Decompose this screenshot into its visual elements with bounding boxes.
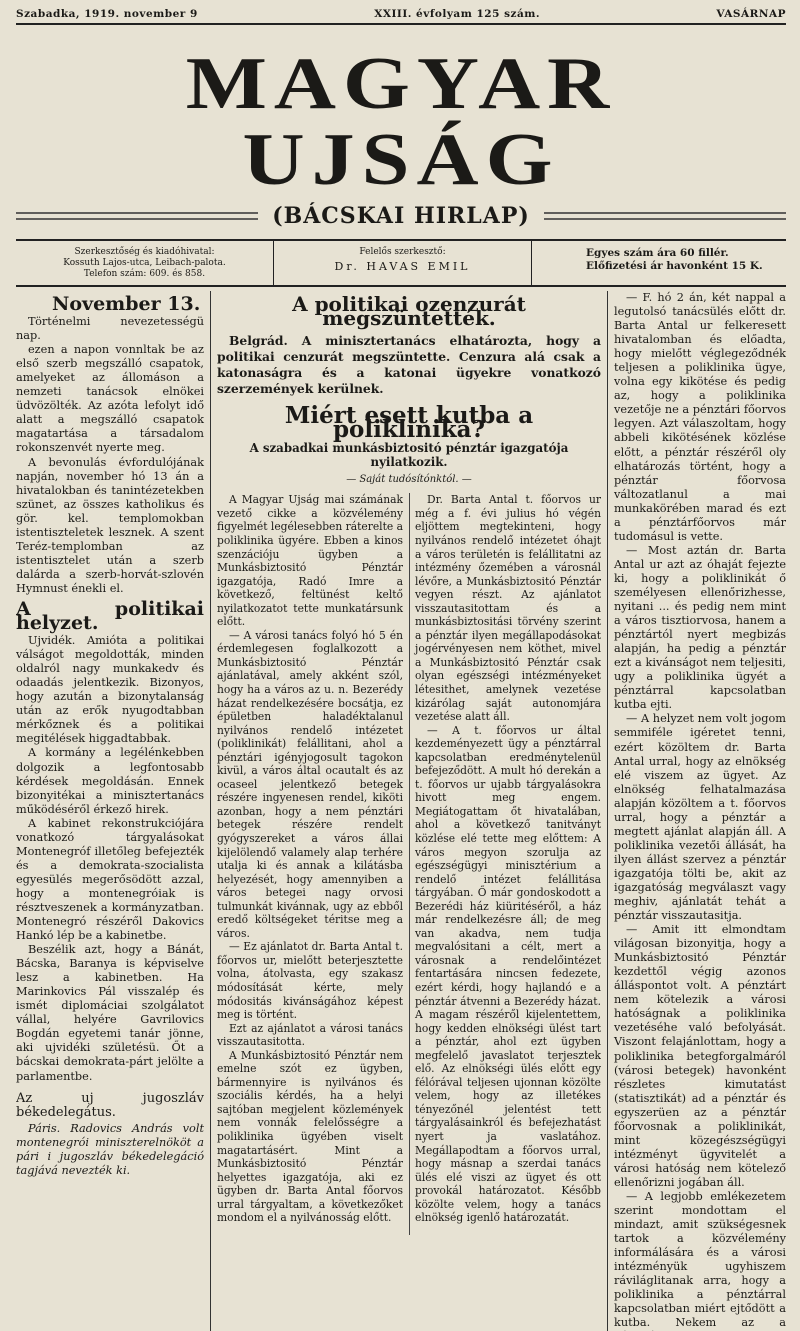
editor-name: Dr. HAVAS EMIL [334,260,471,273]
weekday: VASÁRNAP [716,8,786,20]
date-heading: November 13. [52,293,201,315]
poliklinika-heading: Miért esett kutba a poliklinika? [284,402,534,444]
paragraph: Dr. Barta Antal t. főorvos ur még a f. évi julius hó végén eljöttem megtekinteni, hogy nyilvános rendelő intézetet óhajt a város területén is felállitatni az intézmény őzemében a városnál lévőre, a Munkásbiztositó Pénztár vegyen részt. Az ajánlatot visszautasitottam és a munkásbiztositási törvény szerint a pénztár ilyen megállapodásokat jogérvényesen nem köthet, mivel a Munkásbiztositó Pénztár csak olyan egészségi intézményeket létesithet, amelynek vezetése kizárólag saját autonomjára vezetése alatt áll. [415,493,601,724]
right-column [608,291,786,1331]
paragraph: — Ez ajánlatot dr. Barta Antal t. főorvos ur, mielőtt beterjesztette volna, átolvasta, egy szakasz módosítását kérte, mely módositás kivánságához képest meg is történt. [217,940,403,1022]
article-columns [16,291,786,1331]
middle-column [211,291,608,1331]
office-line-1: Szerkesztőség és kiadóhivatal: [74,247,215,257]
censorship-lead: Belgrád. A minisztertanács elhatározta, hogy a politikai cenzurát megszüntette. Cenzura alá csak a katonaságra és a katonai ügyekre vonatkozó szerzemények kerülnek. [217,333,601,397]
masthead-title: MAGYAR UJSÁG [185,41,617,201]
delegate-heading: Az uj jugoszláv békedelegátus. [16,1090,204,1120]
issue-number: XXIII. évfolyam 125 szám. [374,8,541,20]
paragraph: A kormány a legélénkebben dolgozik a legfontosabb kérdések megoldásán. Ennek bizonyitékai a minisztertanács működéséről érkező hirek. [16,746,204,816]
byline: — Saját tudósítónktól. — [346,474,472,486]
paragraph: Beszélik azt, hogy a Bánát, Bácska, Baranya is képviselve lesz a kabinetben. Ha Marinkovics Pál visszalép és ismét diplomáciai szolgálatot vállal, helyére Gavrilovics Bogdán egyetemi tanár jönne, aki ujvidéki születésü. Őt a bácskai demokrata-párt jelölte a parlamentbe. [16,943,204,1083]
info-bar [16,239,786,287]
subscription-price: Előfizetési ár havonként 15 K. [586,260,763,272]
paragraph: A kabinet rekonstrukciójára vonatkozó tárgyalásokat Montenegróf illetőleg befejezték és a demokrata-szocialista egyesülés megerősödött azzal, hogy a montenegróiak is résztveszenek a kormányzatban. Montenegró részéről Dakovics Hankó lép be a kabinetbe. [16,816,204,943]
paragraph: Ezt az ajánlatot a városi tanács visszautasitotta. [217,1021,403,1049]
date-line [16,8,786,25]
office-line-2: Kossuth Lajos-utca, Leibach-palota. [63,258,226,268]
political-situation-heading: A politikai helyzet. [16,597,204,635]
paragraph: — Amit itt elmondtam világosan bizonyitja, hogy a Munkásbiztositó Pénztár kezdettől végig azonos álláspontot volt. A pénztárt nem kötelezik a városi hatóságnak a poliklinika vezetéséhe való befolyását. Viszont felajánlottam, hogy a poliklinika betegforgalmáról (városi betegek) havonként részletes kimutatást (statisztikát) ad a pénztár és egyszerüen az a pénztár főorvosnak a poliklinikát, mint közegészségügyi intézményt ügyvitelét a városi hatóság nem kötelező ellenőrizni jogában áll. [614,923,786,1189]
masthead-subtitle: (BÁCSKAI HIRLAP) [272,203,530,229]
paragraph: A Munkásbiztositó Pénztár nem emelne szót ez ügyben, bármennyire is nyilvános és szociális kérdés, ha a helyi sajtóban megjelent közlemények nem vonnák felelősségre a poliklinika ügyében viselt magatartásért. Mint a Munkásbiztositó Pénztár helyettes igazgatója, aki ez ügyben dr. Barta Antal főorvos urral tárgyaltam, a következőket mondom el a nyilvánosság előtt. [217,1048,403,1225]
paragraph: — Most aztán dr. Barta Antal ur azt az óhaját fejezte ki, hogy a poliklinikát ő személyesen ellenőrizhesse, nyitani ... és pedig nem mint a város tisztiorvosa, hanem a pénztártól nyert megbizás alapján, ha pedig a pénztár ezt a kivánságot nem teljesiti, ugy a poliklinika ügyét a pénztárral kapcsolatban kutba ejti. [614,543,786,712]
paragraph: — A helyzet nem volt jogom semmiféle igéretet tenni, ezért közöltem dr. Barta Antal urral, hogy az elnökség elé viszem az ügyet. Az elnökség felhatalmazása alapján közöltem a t. főorvos urral, hogy a pénztár a megtett ajánlat alapján áll. A poliklinika vezetői állását, ha ilyen állást szervez a pénztár igazgatója tölti be, akit az igazgatóság megválaszt vagy meghiv, ajánlatát tehát a pénztár visszautasitja. [614,712,786,923]
subtitle-row [16,203,786,229]
paragraph: ezen a napon vonnltak be az első szerb megszálló csapatok, amelyeket az állomáson a nemzeti tanácsok elnökei üdvözölték. Az azóta lefolyt idő alatt a megszálló csapatok magatartása a társadalom rokonszenvét nyerte meg. [16,343,204,455]
paragraph: A bevonulás évfordulójának napján, november hó 13 án a hivatalokban és tanintézetekben szünet, az összes katholikus és gör. kel. templomokban istentiszteletek lesznek. A szent Teréz-templomban az istentisztelet után a szerb dalárda a szerb-horvát-szlovén Hymnust énekli el. [16,455,204,595]
editor-info [274,241,532,285]
paragraph: Történelmi nevezetességü nap. [16,315,204,343]
paragraph: Páris. Radovics András volt montenegrói miniszterelnököt a pári i jugoszláv békedelegáció tagjává nevezték ki. [16,1121,204,1177]
ornament-left [16,212,258,220]
paragraph: — A városi tanács folyó hó 5 én érdemlegesen foglalkozott a Munkásbiztositó Pénztár ajánlatával, amely akként szól, hogy ha a város az u. n. Bezerédy házat rendelkezésére bocsátja, ez épületben haladéktalanul nyilvános rendelő intézetet (poliklinikát) felállitani, ahol a pénztári igényjogosult tagokon kivül, a város által ocautalt és az ocaseel jelentkező betegek részére ingyenesen rendel, kiköti azonban, hogy a nem pénztári betegek részére rendelt gyógyszereket a város állai kijelölendő valamely alap terhére utalja ki és annak a kilátásba helyezését, hogy amennyiben a város betegei nagy orvosi tulmunkát kivánnak, ugy az ebből eredő költségeket téritse meg a város. [217,628,403,940]
paragraph: — F. hó 2 án, két nappal a legutolsó tanácsülés előtt dr. Barta Antal ur felkeresett hivatalomban és előadta, hogy mielőtt véglegeződnék teljesen a poliklinika ügye, volna egy kikötése és pedig az, hogy a poliklinika vezetője ne a pénztári főorvos legyen. Azt válaszoltam, hogy abbeli kikötésének közlése előtt, a pénztár részéről oly elhatározás történt, hogy a pénztár főorvosa változatlanul a mai munkakörében marad és ezt a pénztárfőorvos már tudomásul is vette. [614,291,786,543]
price-info [532,241,786,285]
office-line-3: Telefon szám: 609. és 858. [83,269,206,279]
issue-date: Szabadka, 1919. november 9 [16,8,198,20]
article-body [217,493,601,1235]
paragraph: A Magyar Ujság mai számának vezető cikke a közvélemény figyelmét legélesebben ráterelte a poliklinika ügyére. Ebben a kinos szenzációju ügyben a Munkásbiztositó Pénztár igazgatója, Radó Imre a következő, feltünést keltő nyilatkozatot tette munkatársunk előtt. [217,493,403,629]
ornament-right [544,212,786,220]
office-info [16,241,274,285]
censorship-heading: A politikai ozenzurát megszüntették. [292,292,526,331]
paragraph: Ujvidék. Amióta a politikai válságot megoldották, minden oldalról nagy munkakedv és odaadás jelentkezik. Bizonyos, hogy azután a bizonytalanság után az erők nyugodtabban mérkőznek és a politikai megitélések higgadtabbak. [16,634,204,746]
editor-label: Felelős szerkesztő: [359,247,446,257]
article-deck: A szabadkai munkásbiztositó pénztár igazgatója nyilatkozik. [249,441,569,470]
paragraph: — A t. főorvos ur által kezdeményezett ügy a pénztárral kapcsolatban eredménytelenül befejeződött. A mult hó derekán a t. főorvos ur ujabb tárgyalásokra hivott meg engem. Megiátogattam őt hivatalában, ahol a következő tanitványt közlése elé tette meg előttem: A város megyon szorulja az egészségügyi minisztérium a rendelő intézet felállitása tárgyában. Ő már gondoskodott a Bezerédi ház kiüritéséről, a ház már rendelkezésre áll; de meg van akadva, nem tudja megvalósitani a célt, mert a városnak a rendelőintézet fentartására nincsen fedezete, ezért kérdi, hogy hajlandó e a pénztár átvenni a Bezerédy házat. A magam részéről kijelentettem, hogy kedden elnökségi ülést tart a pénztár, ahol ezt ügyben megfelelő javaslatot terjesztek elő. Az elnökségi ülés előtt egy félórával teljesen ujonnan közölte velem, hogy az illetékes tényezőnél jelentést tett tárgyalásainkról és befejezhatást nyert ja vaslatához. Megállapodtam a főorvos urral, hogy másnap a szerdai tanács ülés elé viszi az ügyet és ott provokál határozatot. Később közölte velem, hogy a tanács elnökség igenlő határozatát. [415,723,601,1225]
paragraph: — A legjobb emlékezetem szerint mondottam el mindazt, amit szükségesnek tartok a közvélemény informálására és a városi intézményük ugyhiszem ráviláglitanak arra, hogy a poliklinika a pénztárral kapcsolatban miért ejtődött a kutba. Nekem az a [614,1190,786,1330]
left-column [16,291,211,1331]
single-price: Egyes szám ára 60 fillér. [586,247,729,259]
